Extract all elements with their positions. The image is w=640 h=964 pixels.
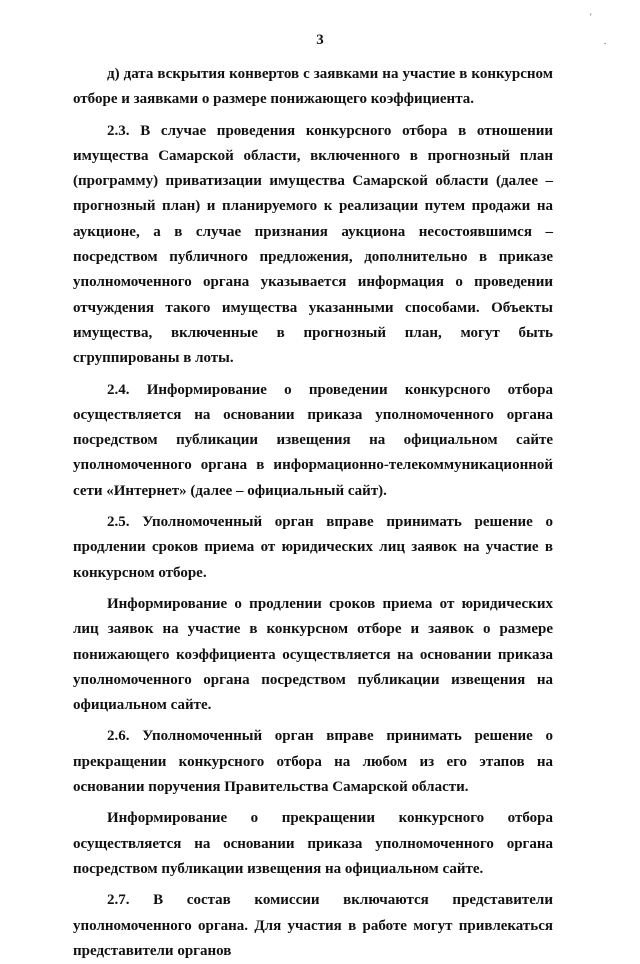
paragraph-2-3: 2.3. В случае проведения конкурсного отбора в отношении имущества Самарской области, включенного в прогнозный план (программу) приватизации имущества Самарской области (далее – прогнозный план) и планируемого к реализации путем продажи на аукционе, а в случае признания аукциона несостоявшимся – посредством публичного предложения, дополнительно в приказе уполномоченного органа указывается информация о проведении отчуждения такого имущества указанными способами. Объекты имущества, включенные в прогнозный план, могут быть сгруппированы в лоты.	[73, 122, 553, 367]
scan-mark: '	[590, 12, 592, 22]
paragraph-2-5: 2.5. Уполномоченный орган вправе принимать решение о продлении сроков приема от юридических лиц заявок на участие в конкурсном отборе.	[73, 514, 553, 581]
scan-mark: .	[604, 36, 607, 46]
page-number: 3	[316, 32, 324, 48]
paragraph-termination-info: Информирование о прекращении конкурсного отбора осуществляется на основании приказа уполномоченного органа посредством публикации извещения на официальном сайте.	[73, 810, 553, 877]
paragraph-2-7: 2.7. В состав комиссии включаются представители уполномоченного органа. Для участия в работе могут привлекаться представители органов	[73, 892, 553, 959]
paragraph-2-6: 2.6. Уполномоченный орган вправе принимать решение о прекращении конкурсного отбора на любом из его этапов на основании поручения Правительства Самарской области.	[73, 728, 553, 796]
document-body	[73, 62, 553, 964]
paragraph-2-4: 2.4. Информирование о проведении конкурсного отбора осуществляется на основании приказа уполномоченного органа посредством публикации извещения на официальном сайте уполномоченного органа в информационно-телекоммуникационной сети «Интернет» (далее – официальный сайт).	[73, 381, 553, 499]
paragraph-item-d: д) дата вскрытия конвертов с заявками на участие в конкурсном отборе и заявками о размере понижающего коэффициента.	[73, 66, 553, 108]
paragraph-extension-info: Информирование о продлении сроков приема от юридических лиц заявок на участие в конкурсном отборе и заявок о размере понижающего коэффициента осуществляется на основании приказа уполномоченного органа посредством публикации извещения на официальном сайте.	[73, 595, 553, 714]
